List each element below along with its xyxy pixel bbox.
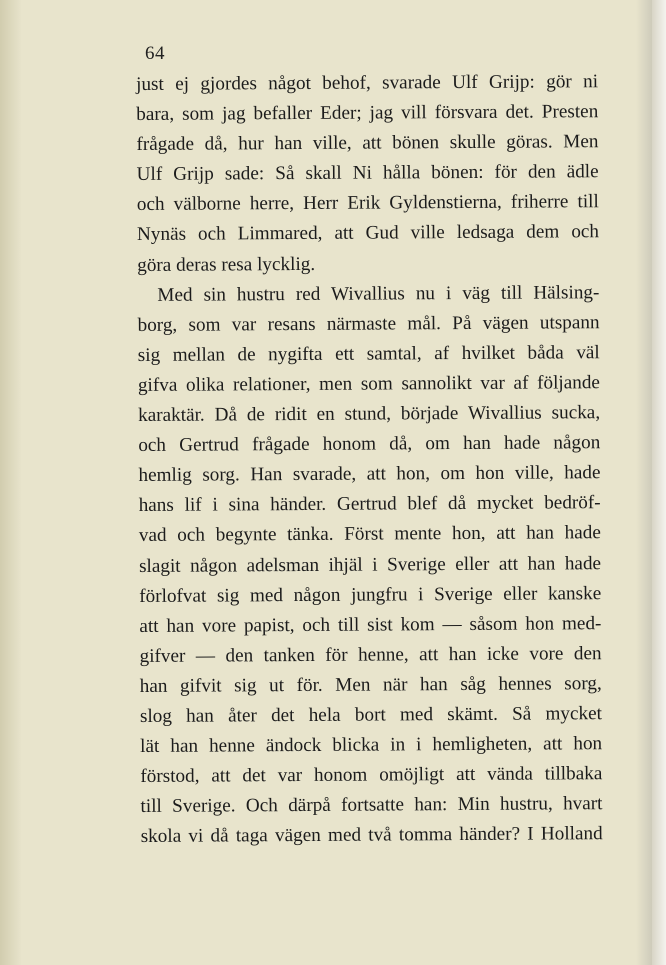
body-text <box>136 67 603 852</box>
text-line: borg, som var resans närmaste mål. På vägen utspann <box>137 311 600 336</box>
text-line: till Sverige. Och därpå fortsatte han: Min hustru, hvart <box>140 793 603 818</box>
text-line: bara, som jag befaller Eder; jag vill försvara det. Presten <box>136 101 599 126</box>
text-line: att han vore papist, och till sist kom — såsom hon med- <box>139 612 602 637</box>
text-line: vad och begynte tänka. Först mente hon, att han hade <box>138 522 601 547</box>
text-line: lät han henne ändock blicka in i hemligheten, att hon <box>140 733 603 758</box>
text-line: hans lif i sina händer. Gertrud blef då mycket bedröf- <box>138 492 601 517</box>
text-line: sig mellan de nygifta ett samtal, af hvilket båda väl <box>137 342 600 366</box>
text-line: och välborne herre, Herr Erik Gyldenstierna, friherre till <box>136 191 599 216</box>
page-number: 64 <box>145 43 165 64</box>
text-line: förstod, att det var honom omöjligt att vända tillbaka <box>140 763 603 788</box>
text-line: karaktär. Då de ridit en stund, började Wivallius sucka, <box>138 402 601 427</box>
text-line: han gifvit sig ut för. Men när han såg hennes sorg, <box>139 673 602 697</box>
page-edge <box>652 0 666 965</box>
text-line: frågade då, hur han ville, att bönen skulle göras. Men <box>136 131 599 156</box>
paragraph-start-line: Med sin hustru red Wivallius nu i väg till Hälsing- <box>157 281 600 306</box>
text-line: Nynäs och Limmared, att Gud ville ledsaga dem och <box>136 221 600 246</box>
text-line: och Gertrud frågade honom då, om han hade någon <box>138 432 601 457</box>
paragraph-end-line: göra deras resa lycklig. <box>137 253 316 276</box>
text-line: förlofvat sig med någon jungfru i Sverige eller kanske <box>139 582 602 607</box>
text-line: hemlig sorg. Han svarade, att hon, om hon ville, hade <box>138 462 601 487</box>
text-line: just ej gjordes något behof, svarade Ulf Grijp: gör ni <box>136 71 599 95</box>
text-line: skola vi då taga vägen med två tomma händer? I Holland <box>140 823 603 848</box>
text-line: Ulf Grijp sade: Så skall Ni hålla bönen: för den ädle <box>136 161 599 186</box>
text-line: slog han åter det hela bort med skämt. Så mycket <box>139 703 603 727</box>
text-line: gifver — den tanken för henne, att han icke vore den <box>139 642 602 667</box>
text-line: gifva olika relationer, men som sannolikt var af följande <box>137 372 600 396</box>
text-line: slagit någon adelsman ihjäl i Sverige eller att han hade <box>138 552 602 577</box>
